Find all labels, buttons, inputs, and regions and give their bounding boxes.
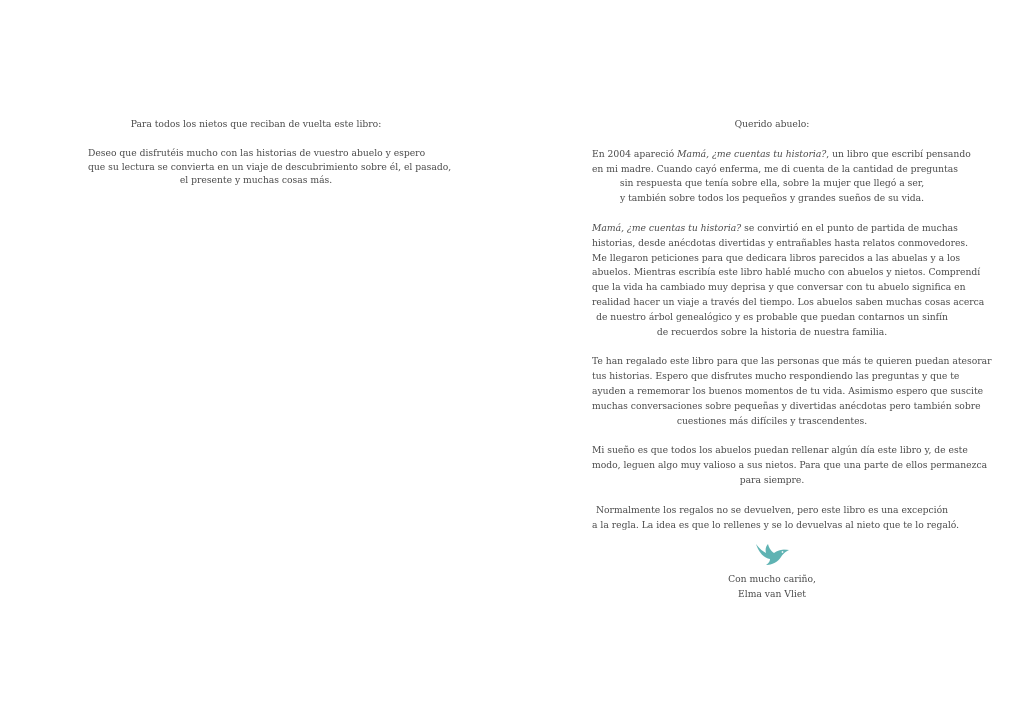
paragraph-line: Mi sueño es que todos los abuelos puedan rellenar algún día este libro y, de este xyxy=(592,445,968,457)
dedication-text xyxy=(88,147,452,188)
text-run: , un libro que escribí pensando xyxy=(826,148,971,160)
paragraph-line: que la vida ha cambiado muy deprisa y que conversar con tu abuelo significa en xyxy=(592,282,966,294)
paragraph-line: cuestiones más difíciles y trascendentes. xyxy=(676,415,868,427)
paragraph-line: en mi madre. Cuando cayó enferma, me di cuenta de la cantidad de preguntas xyxy=(592,163,958,175)
letter-paragraph-2 xyxy=(592,222,985,340)
bird-icon xyxy=(753,541,791,567)
paragraph-line: ayuden a rememorar los buenos momentos de tu vida. Asimismo espero que suscite xyxy=(592,385,984,397)
dedication-heading: Para todos los nietos que reciban de vuelta este libro: xyxy=(130,119,382,130)
book-title: Mamá, ¿me cuentas tu historia? xyxy=(677,148,827,160)
dedication-line: que su lectura se convierta en un viaje de descubrimiento sobre él, el pasado, xyxy=(88,161,452,173)
paragraph-line: historias, desde anécdotas divertidas y entrañables hasta relatos conmovedores. xyxy=(592,237,969,249)
signature: Elma van Vliet xyxy=(738,589,806,601)
dedication-line: Deseo que disfrutéis mucho con las historias de vuestro abuelo y espero xyxy=(88,147,426,159)
paragraph-line: muchas conversaciones sobre pequeñas y divertidas anécdotas pero también sobre xyxy=(592,400,981,412)
text-run: En 2004 apareció xyxy=(592,148,678,160)
paragraph-line: Me llegaron peticiones para que dedicara libros parecidos a las abuelas y a los xyxy=(592,252,961,264)
letter-paragraph-1 xyxy=(592,148,971,207)
paragraph-line: a la regla. La idea es que lo rellenes y se lo devuelvas al nieto que te lo regaló. xyxy=(592,519,960,531)
paragraph-line: y también sobre todos los pequeños y grandes sueños de su vida. xyxy=(619,193,925,205)
letter-paragraph-3 xyxy=(592,355,992,429)
book-title: Mamá, ¿me cuentas tu historia? xyxy=(592,222,742,234)
letter-paragraph-5 xyxy=(592,504,960,534)
paragraph-line: tus historias. Espero que disfrutes mucho respondiendo las preguntas y que te xyxy=(592,371,960,383)
paragraph-line: modo, leguen algo muy valioso a sus nietos. Para que una parte de ellos permanezca xyxy=(592,460,988,472)
paragraph-line xyxy=(592,148,971,163)
paragraph-line: realidad hacer un viaje a través del tiempo. Los abuelos saben muchas cosas acerca xyxy=(592,296,985,308)
paragraph-line: de recuerdos sobre la historia de nuestra familia. xyxy=(656,326,888,338)
dedication-line: el presente y muchas cosas más. xyxy=(179,175,333,187)
left-page xyxy=(88,118,452,188)
letter-greeting: Querido abuelo: xyxy=(734,119,810,130)
paragraph-line: Te han regalado este libro para que las personas que más te quieren puedan atesorar xyxy=(592,356,992,368)
right-page xyxy=(592,118,992,603)
paragraph-line: para siempre. xyxy=(739,474,805,486)
paragraph-line: de nuestro árbol genealógico y es probable que puedan contarnos un sinfín xyxy=(596,311,948,323)
text-run: se convirtió en el punto de partida de muchas xyxy=(741,222,958,234)
closing: Con mucho cariño, xyxy=(728,574,816,586)
paragraph-line: abuelos. Mientras escribía este libro hablé mucho con abuelos y nietos. Comprendí xyxy=(592,267,981,279)
letter-paragraph-4 xyxy=(592,444,988,488)
paragraph-line: Normalmente los regalos no se devuelven, pero este libro es una excepción xyxy=(595,504,949,516)
paragraph-line xyxy=(592,222,958,237)
paragraph-line: sin respuesta que tenía sobre ella, sobre la mujer que llegó a ser, xyxy=(619,178,925,190)
